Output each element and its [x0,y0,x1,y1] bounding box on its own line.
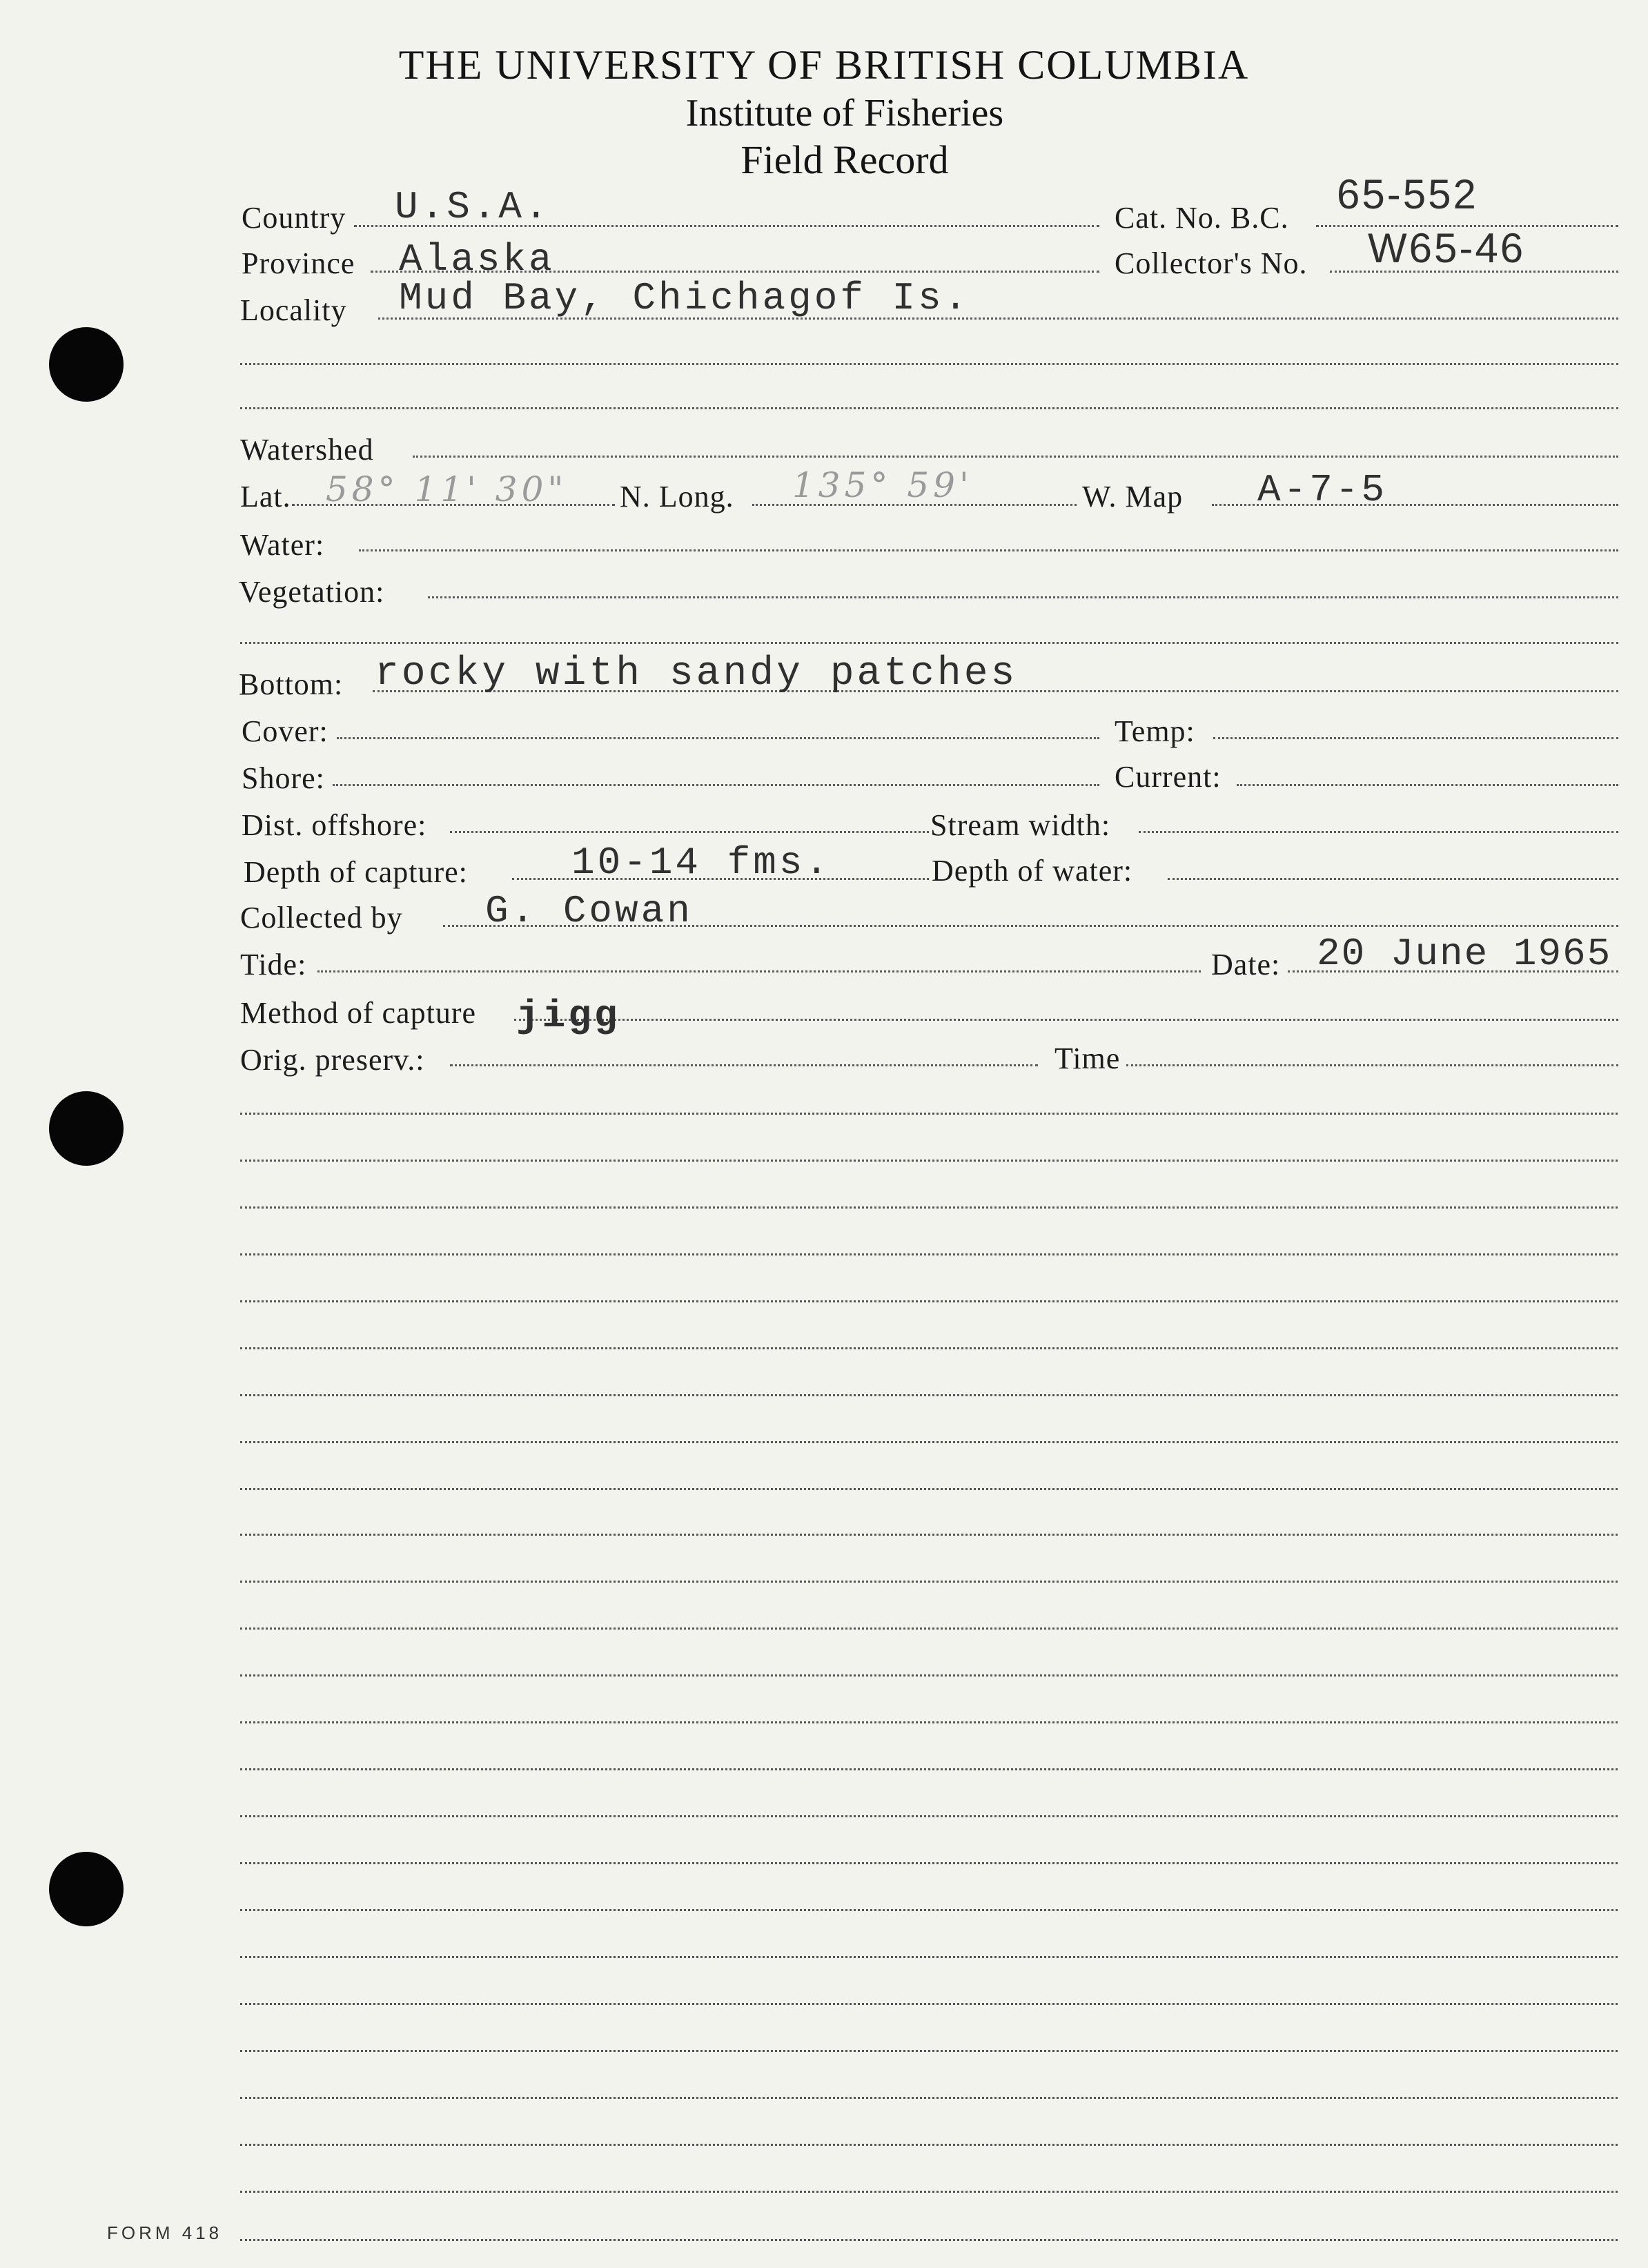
long-value: 135° 59' [792,465,973,505]
date-label: Date: [1211,948,1281,981]
vegetation-line-2 [240,642,1618,644]
bottom-value: rocky with sandy patches [375,652,1018,696]
stream-width-label: Stream width: [930,808,1111,842]
form-number: FORM 418 [107,2222,223,2243]
depth-of-capture-value: 10-14 fms. [571,841,832,885]
notes-line [240,1347,1618,1349]
temp-label: Temp: [1115,714,1195,748]
vegetation-label: Vegetation: [239,575,385,609]
depth-of-capture-label: Depth of capture: [244,855,468,889]
bottom-label: Bottom: [239,667,344,701]
notes-line [240,1160,1618,1162]
notes-line [240,1581,1618,1583]
notes-line [240,1488,1618,1490]
country-label: Country [242,201,346,235]
date-value: 20 June 1965 [1317,932,1612,976]
notes-line [240,2003,1618,2005]
dist-offshore-label: Dist. offshore: [242,808,427,842]
orig-preserv-line [450,1064,1038,1066]
notes-line [240,1627,1618,1630]
binder-hole-middle [49,1091,124,1166]
notes-line [240,1300,1618,1302]
current-line [1237,784,1618,786]
notes-line [240,1113,1618,1115]
cover-label: Cover: [242,714,328,748]
locality-line-2 [240,363,1618,365]
method-of-capture-value: jigg [516,994,620,1038]
notes-line [240,2050,1618,2052]
stream-width-line [1139,831,1618,833]
shore-line [333,784,1099,786]
shore-label: Shore: [242,761,325,795]
notes-line [240,1815,1618,1817]
notes-line [240,1909,1618,1911]
collected-by-value: G. Cowan [485,889,693,933]
watershed-line [413,456,1618,458]
notes-line [240,1674,1618,1676]
time-label: Time [1054,1042,1121,1075]
province-label: Province [242,246,355,280]
lat-label: Lat. [240,480,291,514]
collectors-no-value: W65-46 [1368,225,1526,271]
locality-line-3 [240,407,1618,409]
notes-line [240,1253,1618,1255]
cat-no-value: 65-552 [1337,171,1478,217]
collectors-no-label: Collector's No. [1115,246,1308,280]
vegetation-line [428,596,1618,598]
university-title: THE UNIVERSITY OF BRITISH COLUMBIA [398,42,1250,88]
tide-line [317,970,1201,972]
lat-value: 58° 11' 30" [326,469,568,509]
notes-line [240,2144,1618,2146]
orig-preserv-label: Orig. preserv.: [240,1043,425,1077]
method-of-capture-line [514,1019,1618,1021]
depth-of-water-label: Depth of water: [932,854,1133,888]
notes-line [240,1394,1618,1396]
locality-label: Locality [240,293,347,327]
watershed-label: Watershed [240,433,374,467]
depth-of-water-line [1168,878,1618,880]
form-title: Field Record [740,137,949,182]
water-label: Water: [240,528,325,562]
notes-line [240,1768,1618,1770]
notes-line [240,1534,1618,1536]
n-long-label: N. Long. [620,480,734,514]
notes-line [240,1206,1618,1209]
current-label: Current: [1115,760,1222,794]
tide-label: Tide: [240,948,307,981]
notes-line [240,2097,1618,2099]
collected-by-label: Collected by [240,901,403,935]
province-value: Alaska [399,237,555,282]
binder-hole-bottom [49,1852,124,1926]
cat-no-label: Cat. No. B.C. [1115,201,1289,235]
country-value: U.S.A. [395,185,551,229]
water-line [359,549,1618,551]
notes-line [240,1862,1618,1864]
map-value: A-7-5 [1257,468,1388,512]
notes-line [240,1441,1618,1443]
time-line [1126,1064,1618,1066]
dist-offshore-line [450,831,929,833]
notes-line [240,1956,1618,1958]
notes-line [240,2191,1618,2193]
locality-value: Mud Bay, Chichagof Is. [399,276,970,320]
notes-line [240,2239,1618,2241]
binder-hole-top [49,327,124,402]
temp-line [1213,737,1618,739]
cover-line [337,737,1099,739]
institute-title: Institute of Fisheries [685,92,1004,135]
notes-line [240,1721,1618,1723]
w-map-label: W. Map [1082,480,1184,514]
method-of-capture-label: Method of capture [240,996,476,1030]
